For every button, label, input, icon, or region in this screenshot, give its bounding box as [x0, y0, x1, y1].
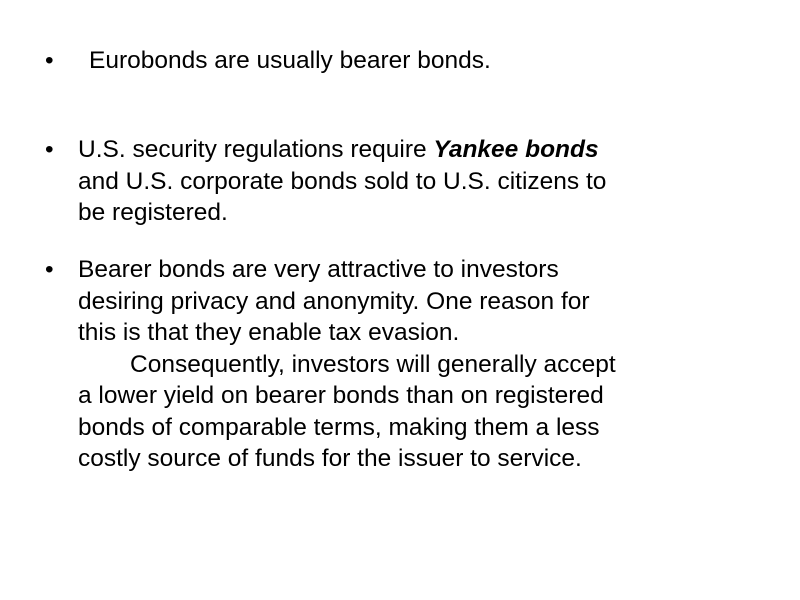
bullet-marker: • [45, 256, 54, 283]
bullet-marker: • [45, 47, 54, 74]
bullet-text-line: costly source of funds for the issuer to service. [78, 445, 582, 472]
bullet-item-bearer-bonds [45, 254, 760, 475]
bullet-marker: • [45, 136, 54, 163]
bullet-text-line: this is that they enable tax evasion. [78, 319, 460, 346]
bullet-item-eurobonds [45, 45, 771, 77]
emphasis-yankee-bonds: Yankee bonds [433, 136, 599, 163]
bullet-text-line: desiring privacy and anonymity. One reason for [78, 287, 590, 315]
bullet-text-line: Consequently, investors will generally accept [130, 350, 616, 378]
bullet-text-line: and U.S. corporate bonds sold to U.S. citizens to [78, 167, 607, 195]
bullet-item-us-regulations [45, 134, 760, 229]
bullet-text: Eurobonds are usually bearer bonds. [89, 47, 491, 74]
bullet-text-line: Bearer bonds are very attractive to investors [78, 256, 559, 283]
bullet-text-line: a lower yield on bearer bonds than on registered [78, 382, 604, 409]
bullet-text-line [78, 136, 599, 163]
bullet-text-line: bonds of comparable terms, making them a less [78, 413, 600, 441]
bullet-text-line: be registered. [78, 199, 228, 226]
bullet-text-before-emphasis: U.S. security regulations require [78, 136, 434, 163]
